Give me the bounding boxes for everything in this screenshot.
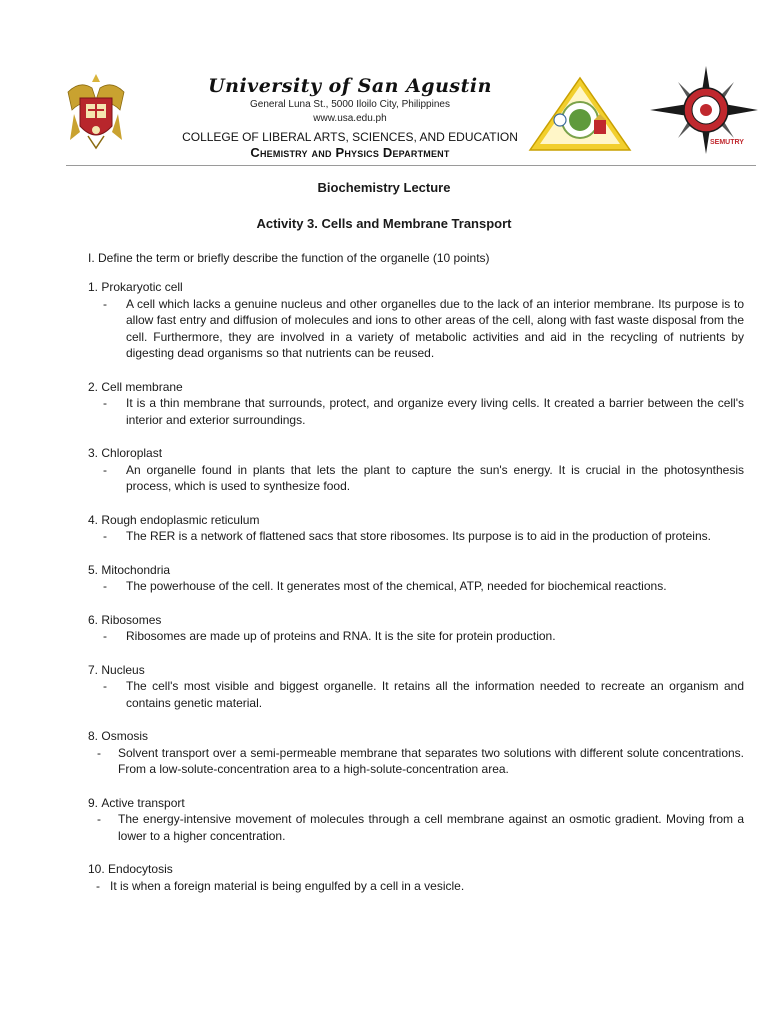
semutry-compass-logo-icon [650, 66, 758, 154]
college-name: COLLEGE OF LIBERAL ARTS, SCIENCES, AND EDUCATION [182, 130, 518, 144]
item-number: 7. [88, 662, 99, 677]
department-name: Chemistry and Physics Department [250, 145, 450, 160]
item-number: 5. [88, 562, 99, 577]
item-term: Rough endoplasmic reticulum [101, 512, 260, 527]
list-item [88, 795, 744, 845]
item-definition: The powerhouse of the cell. It generates most of the chemical, ATP, needed for biochemical reactions. [126, 579, 667, 593]
item-definition: Ribosomes are made up of proteins and RNA. It is the site for protein production. [126, 629, 556, 643]
dash-bullet: - [103, 396, 107, 410]
item-definition: The energy-intensive movement of molecules through a cell membrane against an osmotic gradient. Moving from a lower to a higher concentration. [118, 812, 744, 843]
instructions: I. Define the term or briefly describe the function of the organelle (10 points) [88, 251, 490, 265]
item-definition: A cell which lacks a genuine nucleus and other organelles due to the lack of an interior membrane. Its purpose is to allow fast entry and diffusion of molecules and ions to other areas of the cell, along with fast waste disposal from the cell. Furthermore, they are involved in a variety of metabolic activities and aid in the recycling of nutrients by digesting dead organisms so that nutrients can be reused. [126, 296, 744, 360]
item-term: Osmosis [101, 729, 149, 743]
item-number: 9. [88, 795, 99, 810]
item-term: Active transport [101, 795, 185, 810]
item-number: 1. [88, 280, 99, 294]
item-number: 2. [88, 379, 99, 394]
list-item [88, 662, 744, 712]
list-item [88, 861, 744, 894]
course-title: Biochemistry Lecture [317, 180, 451, 195]
university-website[interactable]: www.usa.edu.ph [313, 113, 387, 124]
university-address: General Luna St., 5000 Iloilo City, Philippines [250, 99, 450, 110]
list-item [88, 562, 744, 595]
college-triangle-logo-icon [530, 78, 630, 150]
item-definition: The cell's most visible and biggest organelle. It retains all the information needed to recreate an organism and contains genetic material. [126, 679, 744, 710]
dash-bullet: - [103, 529, 107, 543]
item-term: Ribosomes [101, 612, 162, 627]
dash-bullet: - [97, 812, 101, 826]
item-definition: Solvent transport over a semi-permeable membrane that separates two solutions with different solute concentrations. From a low-solute-concentration area to a high-solute-concentration area. [118, 745, 744, 776]
dash-bullet: - [103, 679, 107, 693]
dash-bullet: - [97, 745, 101, 760]
item-term: Prokaryotic cell [101, 280, 183, 294]
item-number: 10. [88, 862, 105, 876]
item-definition: It is a thin membrane that surrounds, protect, and organize every living cells. It created a barrier between the cell's interior and exterior surroundings. [126, 396, 744, 427]
dash-bullet: - [103, 296, 107, 311]
dash-bullet: - [96, 878, 100, 893]
list-item [88, 612, 744, 645]
item-term: Cell membrane [101, 379, 183, 394]
item-number: 8. [88, 729, 99, 743]
item-definition: An organelle found in plants that lets the plant to capture the sun's energy. It is crucial in the photosynthesis process, which is used to synthesize food. [126, 462, 744, 493]
item-term: Nucleus [101, 662, 145, 677]
item-definition: The RER is a network of flattened sacs that store ribosomes. Its purpose is to aid in the production of proteins. [126, 529, 711, 543]
definitions-list [88, 279, 744, 911]
list-item [88, 445, 744, 495]
list-item [88, 279, 744, 362]
document-header [0, 0, 768, 170]
item-definition: It is when a foreign material is being engulfed by a cell in a vesicle. [110, 878, 465, 893]
item-term: Mitochondria [101, 562, 171, 577]
activity-title: Activity 3. Cells and Membrane Transport [256, 216, 512, 231]
right-logos [528, 64, 760, 156]
university-name: University of San Agustin [208, 75, 492, 97]
dash-bullet: - [103, 629, 107, 643]
list-item [88, 728, 744, 778]
item-term: Chloroplast [101, 446, 163, 460]
item-term: Endocytosis [108, 862, 173, 876]
list-item [88, 512, 744, 545]
item-number: 3. [88, 446, 99, 460]
university-info [180, 74, 520, 160]
semutry-label: SEMUTRY [710, 139, 744, 146]
item-number: 4. [88, 512, 99, 527]
university-seal-icon [66, 70, 126, 150]
item-number: 6. [88, 612, 99, 627]
dash-bullet: - [103, 462, 107, 477]
list-item [88, 379, 744, 429]
dash-bullet: - [103, 579, 107, 593]
header-divider [66, 165, 756, 166]
